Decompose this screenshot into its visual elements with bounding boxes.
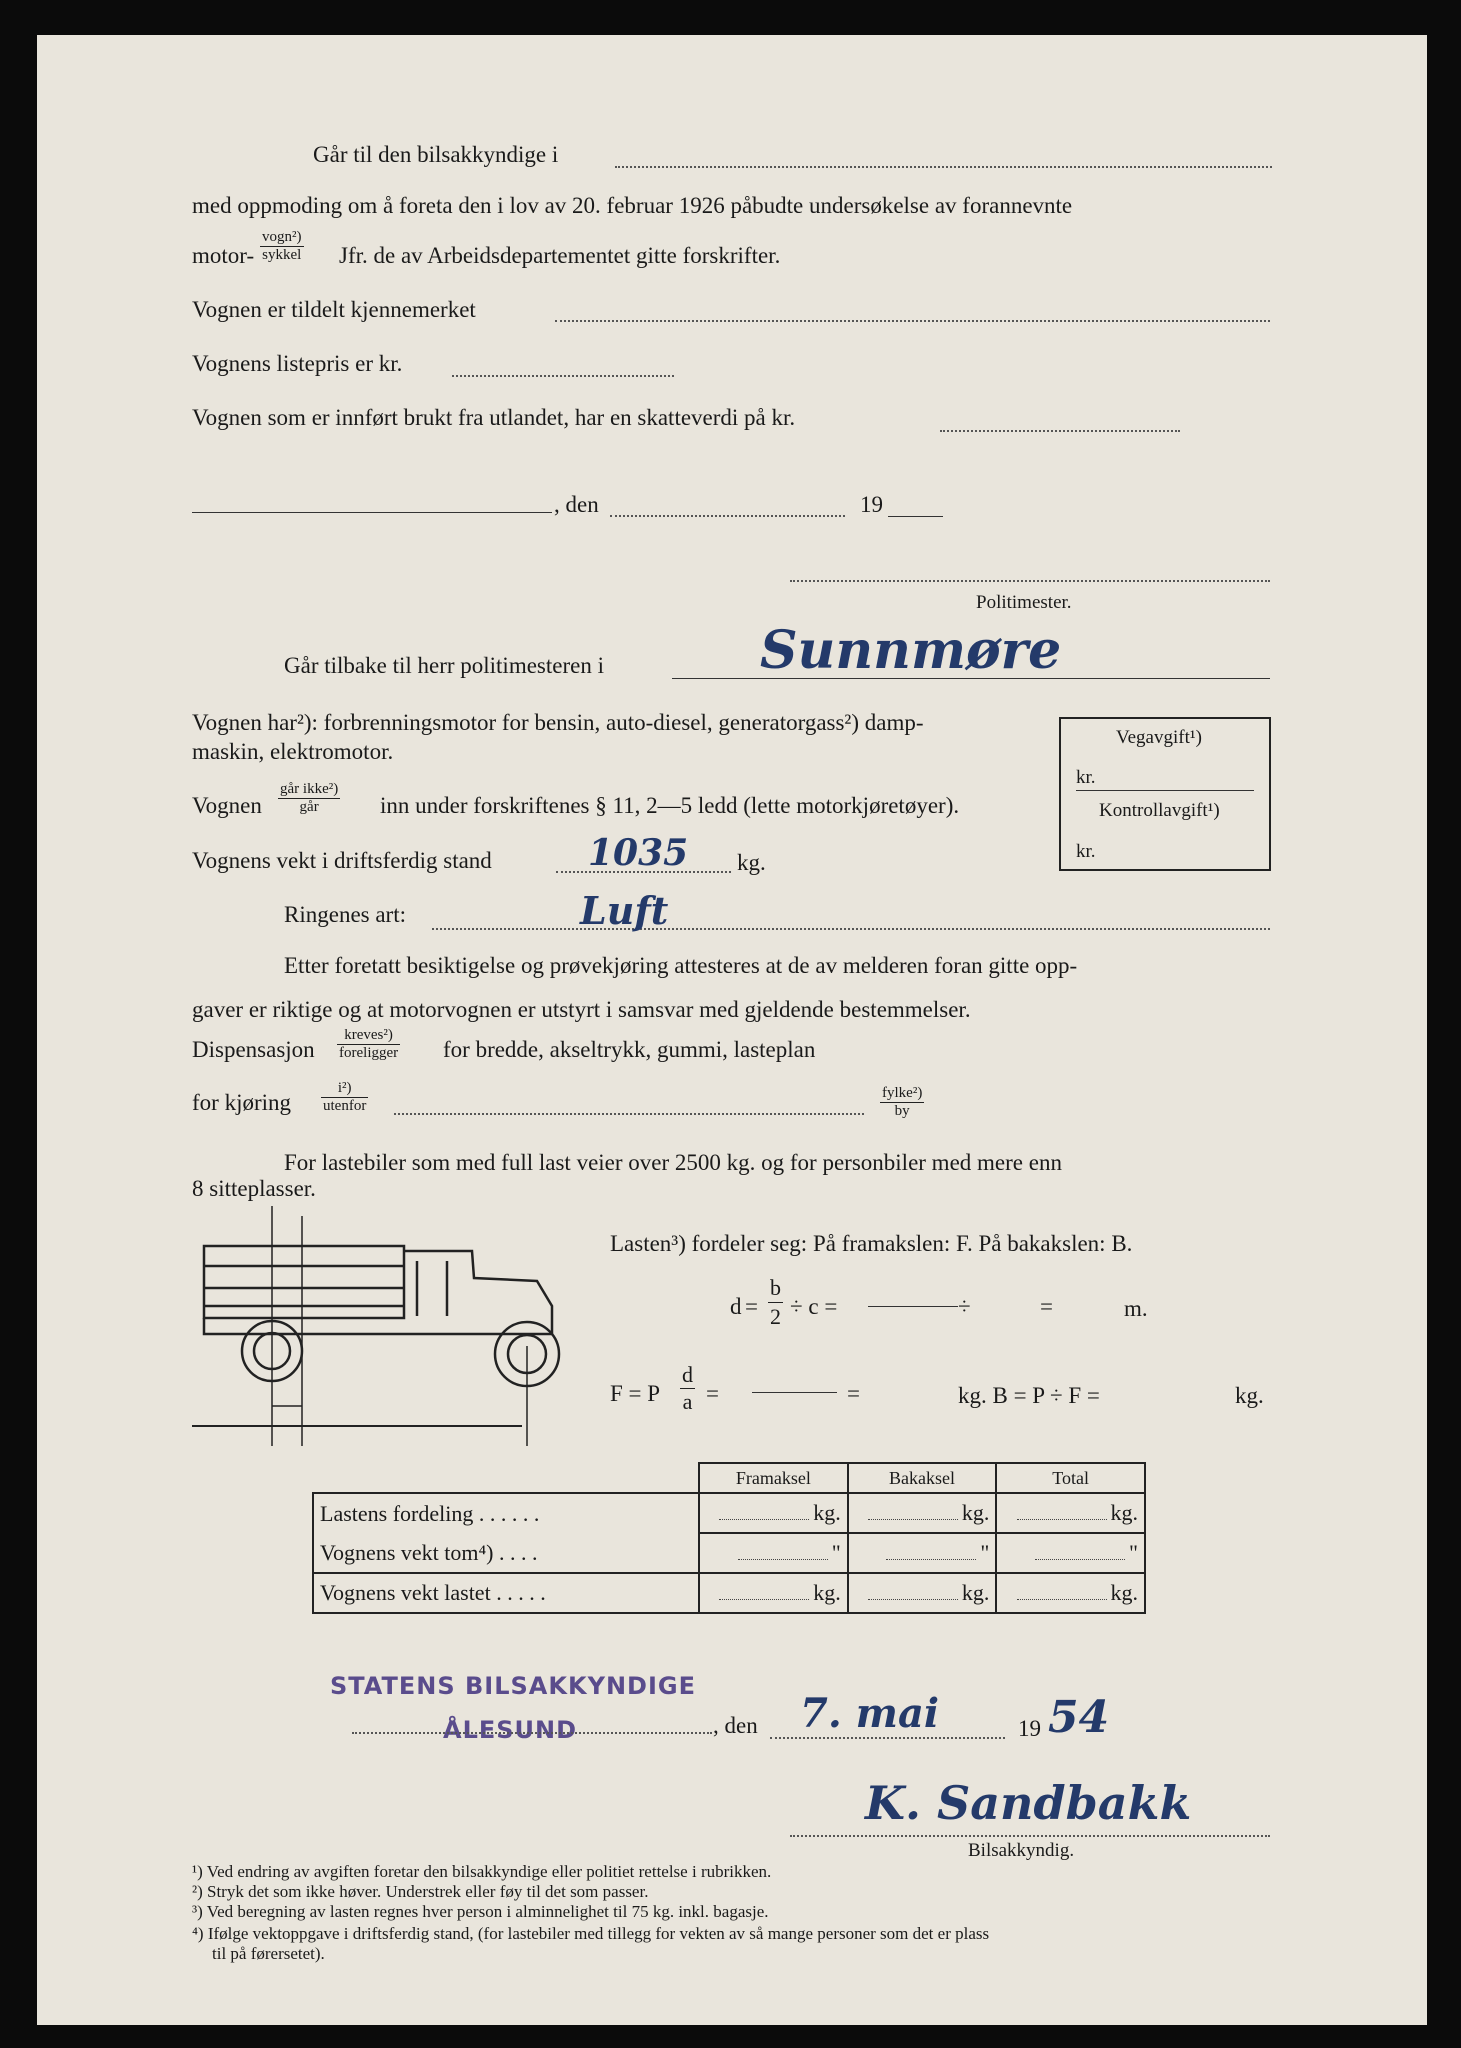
cell (699, 1533, 848, 1573)
line2-text: med oppmoding om å foreta den i lov av 20. februar 1926 påbudte undersøkelse av forannevnte (192, 193, 1073, 218)
motor-prefix: motor- (192, 243, 255, 268)
frac-top: i²) (321, 1080, 368, 1098)
frac-top: d (682, 1362, 693, 1387)
load-distribution-table (312, 1462, 1146, 1614)
disp-prefix: Dispensasjon (192, 1037, 315, 1062)
light-text: inn under forskriftenes § 11, 2—5 ledd (lette motorkjøretøyer). (380, 793, 960, 818)
light-prefix: Vognen (192, 793, 262, 818)
frac-bottom: går (299, 799, 319, 815)
footnote-4-cont: til på førersetet). (212, 1944, 325, 1963)
unit: kg. (961, 1500, 990, 1525)
cell (996, 1573, 1145, 1613)
formula1-m: m. (1124, 1296, 1148, 1321)
unit: kg. (961, 1580, 990, 1605)
expert-signature-field (790, 1835, 1270, 1837)
table-row (313, 1533, 1145, 1573)
formula2-kg2: kg. (1235, 1383, 1264, 1408)
i-utenfor-fraction (321, 1080, 368, 1115)
formula1-d: d (730, 1294, 742, 1319)
frac-bottom: sykkel (262, 247, 302, 263)
frac-top: kreves²) (337, 1027, 400, 1045)
weight-text: Vognens vekt i driftsferdig stand (192, 848, 492, 873)
line3-text: Jfr. de av Arbeidsdepartementet gitte forskrifter. (339, 243, 781, 268)
table-row (313, 1573, 1145, 1613)
line1-text: Går til den bilsakkyndige i (313, 142, 559, 167)
disp-text: for bredde, akseltrykk, gummi, lasteplan (443, 1037, 816, 1062)
unit: " (1129, 1540, 1138, 1565)
frac-bottom: foreligger (339, 1045, 399, 1061)
bilsakkyndig-field (615, 166, 1272, 168)
trucks-line1: For lastebiler som med full last veier over 2500 kg. og for personbiler med mere enn (284, 1150, 1062, 1175)
frac-bottom: a (682, 1389, 693, 1414)
handwritten-tires: Luft (580, 888, 669, 933)
header-total: Total (996, 1463, 1145, 1493)
handwritten-weight: 1035 (588, 832, 689, 874)
formula2-eq2: = (847, 1381, 860, 1406)
footnote-4: ⁴) Ifølge vektoppgave i driftsferdig stand, (for lastebiler med tillegg for vekten av så mange personer som det er plass (192, 1924, 990, 1943)
header-framaksel: Framaksel (699, 1463, 848, 1493)
table-corner (313, 1463, 699, 1493)
kontrollavgift-kr: kr. (1076, 841, 1096, 862)
date2-den: , den (713, 1713, 758, 1738)
vegavgift-label: Vegavgift¹) (1116, 727, 1202, 748)
year1-field (888, 516, 943, 517)
politimester-label: Politimester. (976, 592, 1072, 613)
formula2-kg: kg. B = P ÷ F = (958, 1383, 1100, 1408)
date2-year-prefix: 19 (1018, 1716, 1041, 1741)
d-over-a (680, 1362, 695, 1415)
value-field (719, 1519, 809, 1520)
cell (996, 1533, 1145, 1573)
unit: " (831, 1540, 841, 1565)
cell (699, 1573, 848, 1613)
formula1-rest: ÷ c = (790, 1294, 838, 1319)
drive-prefix: for kjøring (192, 1090, 292, 1115)
row-label-text: Vognens vekt tom⁴) (320, 1539, 494, 1565)
vegavgift-line (1076, 790, 1254, 791)
tires-text: Ringenes art: (284, 902, 406, 927)
trucks-line2: 8 sitteplasser. (192, 1176, 316, 1201)
frac-bottom: 2 (770, 1304, 781, 1329)
formula2-f: F = P (610, 1381, 661, 1406)
row-label-text: Lastens fordeling (320, 1500, 474, 1526)
cell (848, 1573, 997, 1613)
value-field (868, 1599, 958, 1600)
row-label-tom: Vognens vekt tom⁴) . . . . (313, 1533, 699, 1573)
stamp-line1: STATENS BILSAKKYNDIGE (330, 1672, 696, 1700)
line4-text: Vognen er tildelt kjennemerket (192, 297, 476, 322)
attest-line2: gaver er riktige og at motorvognen er utstyrt i samsvar med gjeldende bestemmelser. (192, 997, 971, 1022)
value-field (719, 1599, 809, 1600)
fylke-by-fraction (880, 1085, 924, 1120)
table-header-row (313, 1463, 1145, 1493)
place2-field (352, 1732, 712, 1734)
row-label-text: Vognens vekt lastet (320, 1580, 491, 1605)
line6-text: Vognen som er innført brukt fra utlandet, har en skatteverdi på kr. (192, 405, 796, 430)
row-label-lastet: Vognens vekt lastet . . . . . (313, 1573, 699, 1613)
cell (699, 1493, 848, 1533)
truck-diagram-icon (192, 1206, 572, 1446)
formula1-eq2: = (1040, 1294, 1053, 1319)
attest-line1: Etter foretatt besiktigelse og prøvekjøring attesteres at de av melderen foran gitte opp- (284, 953, 1078, 978)
place-field (192, 512, 552, 513)
value-field (886, 1559, 976, 1560)
back-text: Går tilbake til herr politimesteren i (284, 653, 604, 678)
unit: kg. (813, 1500, 841, 1525)
cell (848, 1533, 997, 1573)
value-field (738, 1559, 828, 1560)
kontrollavgift-label: Kontrollavgift¹) (1099, 800, 1220, 821)
footnote-2: ²) Stryk det som ikke høver. Understrek eller føy til det som passer. (192, 1882, 649, 1901)
value-field (1035, 1559, 1125, 1560)
handwritten-signature: K. Sandbakk (865, 1776, 1192, 1830)
handwritten-date: 7. mai (800, 1690, 940, 1737)
cell (996, 1493, 1145, 1533)
header-bakaksel: Bakaksel (848, 1463, 997, 1493)
frac-top: fylke²) (882, 1085, 923, 1101)
vegavgift-kr: kr. (1076, 767, 1096, 788)
b-over-2 (768, 1274, 783, 1331)
gar-fraction (278, 781, 340, 816)
kreves-fraction (337, 1027, 400, 1062)
frac-bottom: utenfor (323, 1098, 367, 1114)
line5-text: Vognens listepris er kr. (192, 351, 403, 376)
frac-top: vogn²) (262, 229, 302, 245)
kjennemerke-field (555, 320, 1270, 322)
frac-top: går ikke²) (280, 781, 339, 797)
unit: kg. (813, 1580, 841, 1605)
handwritten-sunnmore: Sunnmøre (760, 620, 1062, 681)
politimester-signature-field (790, 580, 1270, 582)
skatteverdi-field (940, 430, 1180, 432)
value-field (868, 1519, 958, 1520)
frac-bottom: by (894, 1103, 910, 1119)
value-field (1017, 1599, 1107, 1600)
table-row (313, 1493, 1145, 1533)
value-field (1017, 1519, 1107, 1520)
formula1-div: ÷ (958, 1294, 971, 1319)
unit: " (980, 1540, 990, 1565)
footnote-3: ³) Ved beregning av lasten regnes hver person i alminnelighet til 75 kg. inkl. bagasje. (192, 1902, 769, 1921)
unit: kg. (1110, 1580, 1138, 1605)
motor-line2: maskin, elektromotor. (192, 739, 394, 764)
expert-label: Bilsakkyndig. (968, 1840, 1075, 1861)
motor-line1: Vognen har²): forbrenningsmotor for bensin, auto-diesel, generatorgass²) damp- (192, 710, 924, 735)
vogn-sykkel-fraction (260, 229, 304, 264)
fee-box (1059, 717, 1271, 871)
listepris-field (452, 375, 674, 377)
date1-field (610, 515, 845, 517)
row-label-lastens: Lastens fordeling . . . . . . (313, 1493, 699, 1533)
formula2-eq: = (706, 1381, 719, 1406)
cell (848, 1493, 997, 1533)
date2-field (770, 1737, 1005, 1739)
formula1-field (868, 1306, 958, 1307)
drive-field (394, 1113, 864, 1115)
formula1-eq: = (745, 1294, 758, 1319)
handwritten-year: 54 (1048, 1692, 1110, 1743)
frac-top: b (768, 1274, 783, 1303)
date1-year: 19 (860, 492, 883, 517)
load-text: Lasten³) fordeler seg: På framakslen: F. På bakakslen: B. (610, 1231, 1133, 1256)
footnote-1: ¹) Ved endring av avgiften foretar den bilsakkyndige eller politiet rettelse i rubrikken. (192, 1862, 772, 1881)
weight-unit: kg. (737, 850, 766, 875)
stamp-line2: ÅLESUND (443, 1716, 578, 1744)
formula2-field (752, 1392, 837, 1393)
tires-field (432, 928, 1270, 930)
date1-den: , den (554, 492, 599, 517)
unit: kg. (1110, 1500, 1138, 1525)
